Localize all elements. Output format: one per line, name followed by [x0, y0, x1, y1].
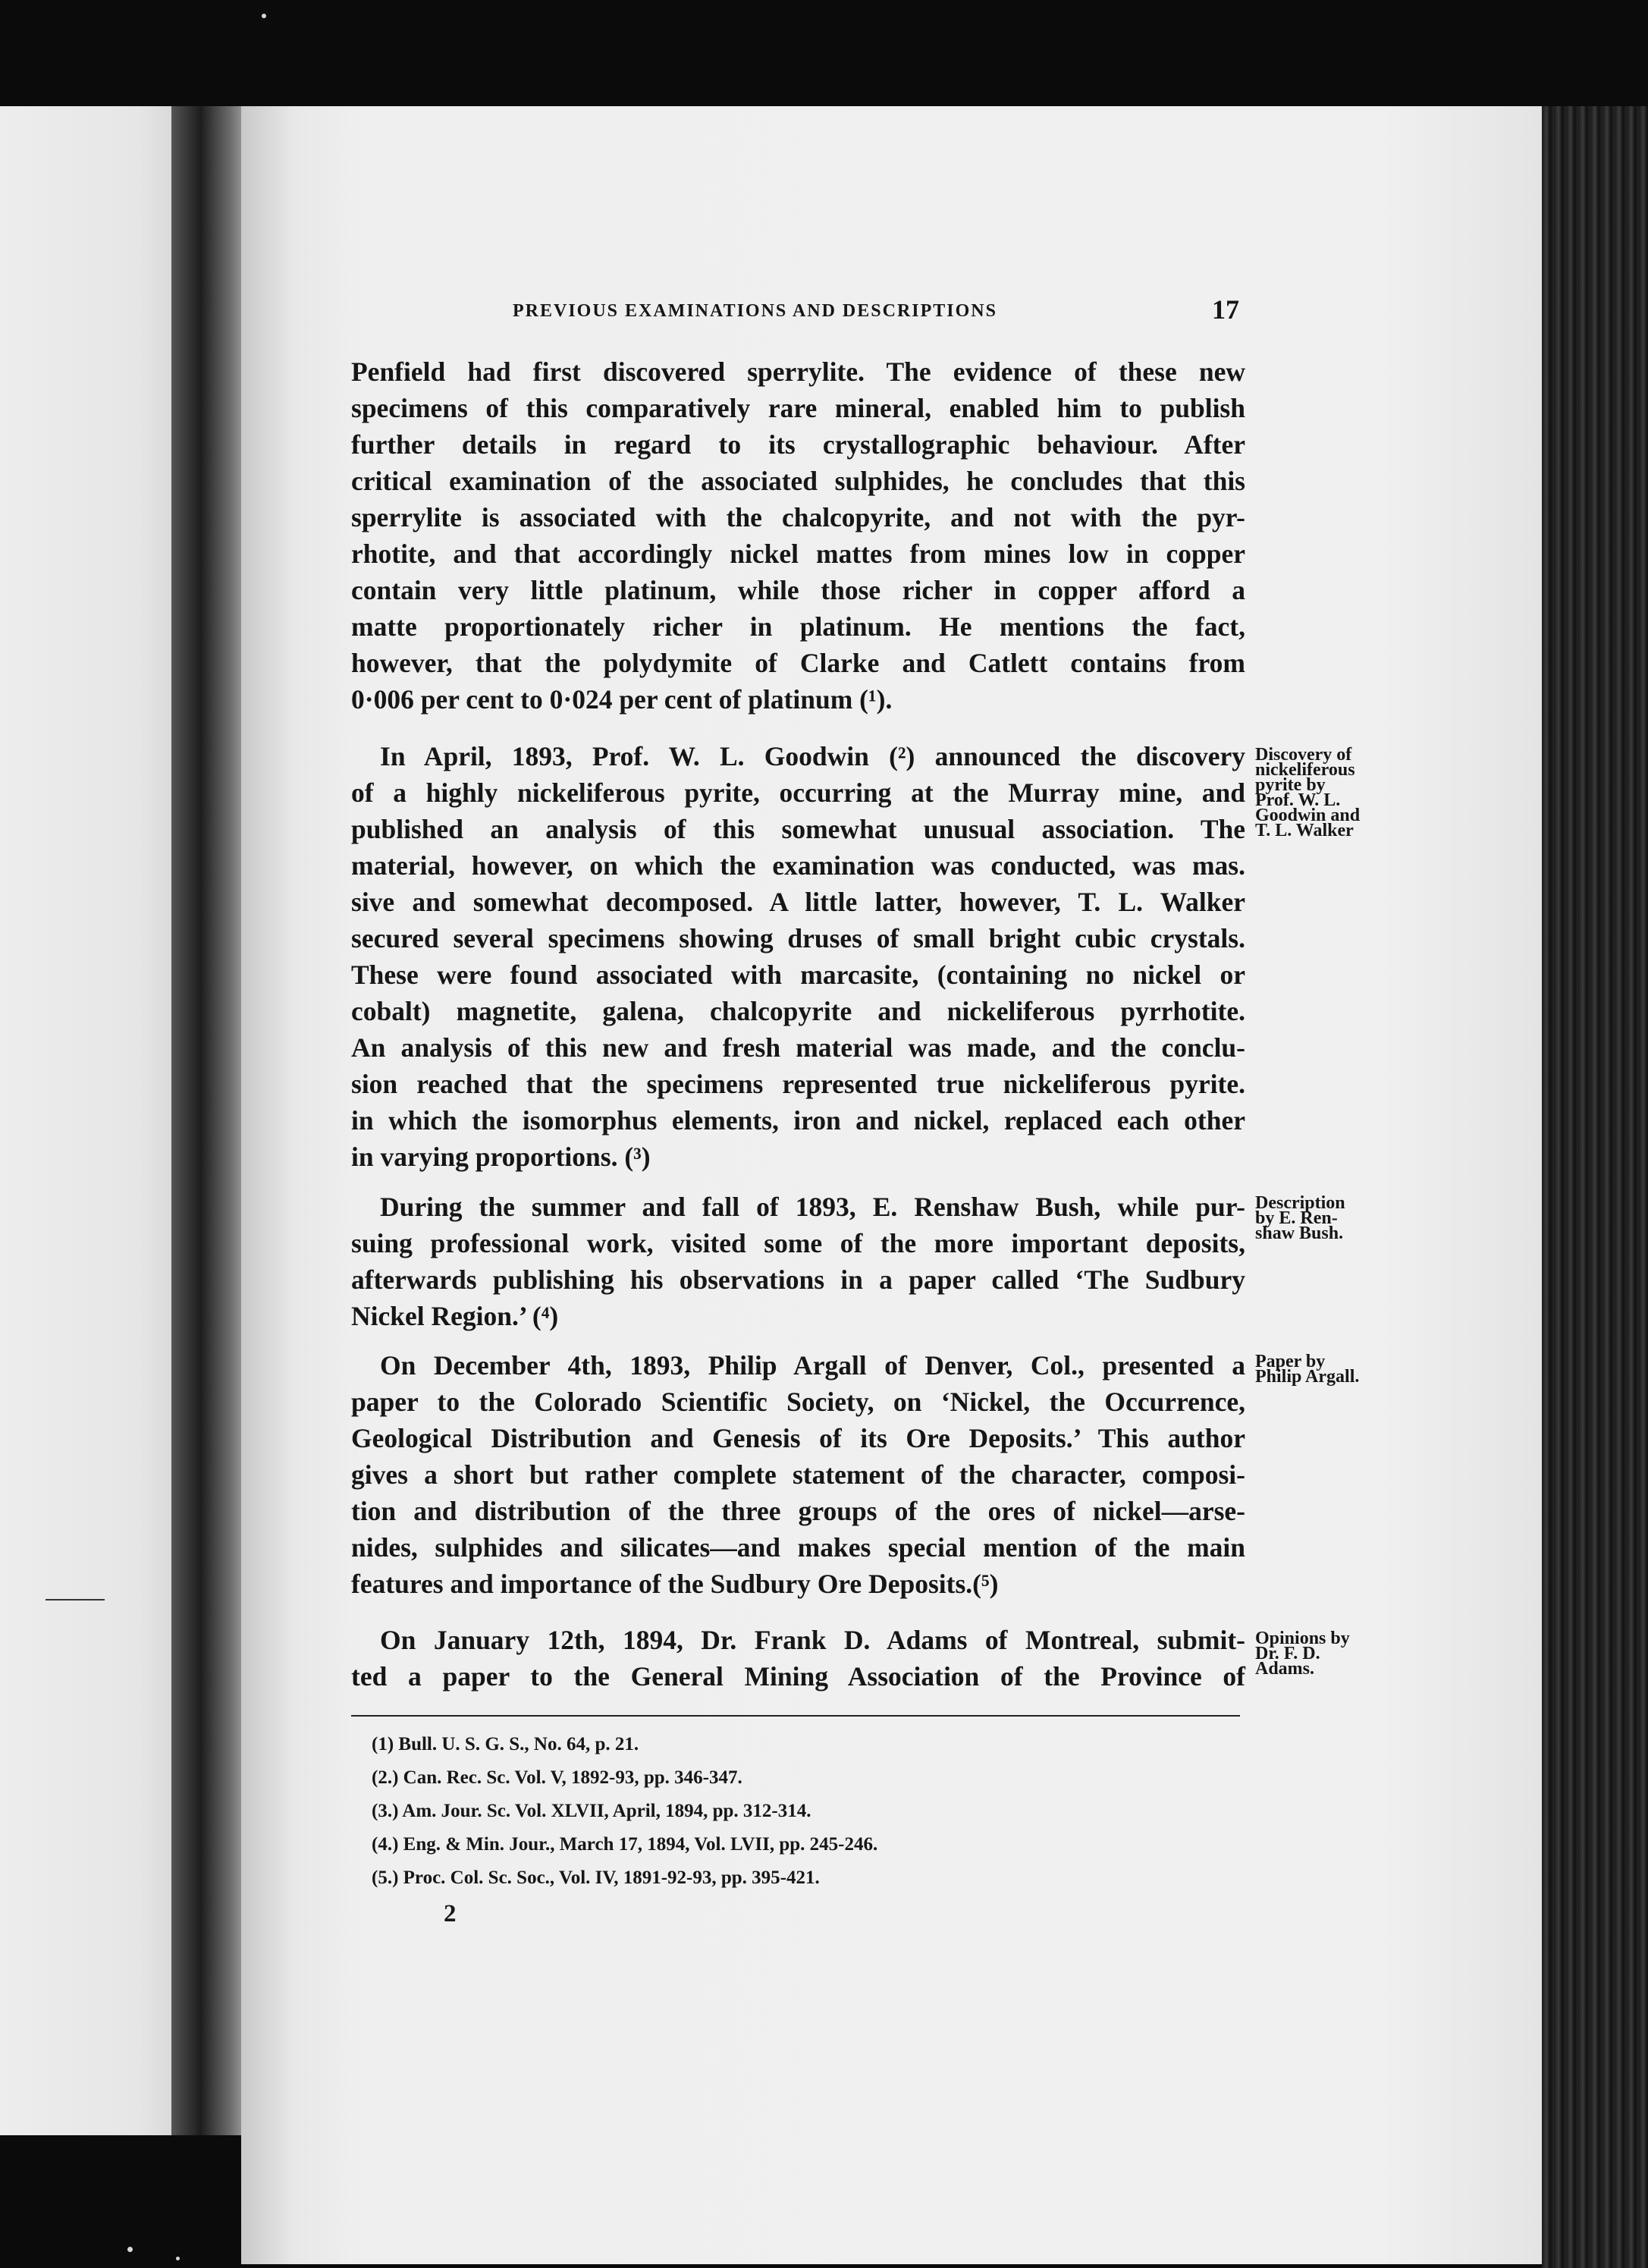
body-line: gives a short but rather complete statement of the character, composi-: [351, 1459, 1245, 1490]
body-line: however, that the polydymite of Clarke and Catlett contains from: [351, 648, 1245, 678]
body-line: rhotite, and that accordingly nickel mattes from mines low in copper: [351, 539, 1245, 569]
margin-note-bush: Description by E. Ren- shaw Bush.: [1255, 1193, 1345, 1243]
body-line: in which the isomorphus elements, iron and nickel, replaced each other: [351, 1105, 1245, 1136]
body-line: tion and distribution of the three groups of the ores of nickel—arse-: [351, 1496, 1245, 1526]
body-line: sion reached that the specimens represented true nickeliferous pyrite.: [351, 1069, 1245, 1099]
body-line: sive and somewhat decomposed. A little latter, however, T. L. Walker: [351, 887, 1245, 917]
body-line: cobalt) magnetite, galena, chalcopyrite and nickeliferous pyrrhotite.: [351, 996, 1245, 1026]
book-spine-edge: [1542, 106, 1648, 2268]
body-line: published an analysis of this somewhat unusual association. The: [351, 814, 1245, 844]
facing-page: [0, 106, 199, 2135]
body-line: suing professional work, visited some of the more important deposits,: [351, 1228, 1245, 1258]
body-line: nides, sulphides and silicates—and makes special mention of the main: [351, 1532, 1245, 1563]
dust-speck: [262, 14, 266, 18]
facing-footnote-rule: [46, 1599, 105, 1600]
body-line: matte proportionately richer in platinum. He mentions the fact,: [351, 611, 1245, 642]
body-line: On December 4th, 1893, Philip Argall of Denver, Col., presented a: [380, 1350, 1245, 1381]
body-line: Nickel Region.’ (⁴): [351, 1301, 559, 1331]
body-line: An analysis of this new and fresh material was made, and the conclu-: [351, 1032, 1245, 1063]
margin-note-goodwin: Discovery of nickeliferous pyrite by Prof. W. L. Goodwin and T. L. Walker: [1255, 745, 1361, 840]
body-line: sperrylite is associated with the chalcopyrite, and not with the pyr-: [351, 502, 1245, 532]
page-number: 17: [1212, 294, 1239, 325]
footnote: (4.) Eng. & Min. Jour., March 17, 1894, Vol. LVII, pp. 245-246.: [372, 1834, 878, 1855]
footnote-rule: [351, 1715, 1240, 1717]
body-line: features and importance of the Sudbury Ore Deposits.(⁵): [351, 1569, 999, 1599]
body-line: critical examination of the associated sulphides, he concludes that this: [351, 466, 1245, 496]
signature-mark: 2: [444, 1900, 457, 1927]
body-line: contain very little platinum, while those richer in copper afford a: [351, 575, 1245, 605]
body-line: On January 12th, 1894, Dr. Frank D. Adams of Montreal, submit-: [380, 1625, 1245, 1655]
body-line: paper to the Colorado Scientific Society, on ‘Nickel, the Occurrence,: [351, 1387, 1245, 1417]
body-line: Geological Distribution and Genesis of its Ore Deposits.’ This author: [351, 1423, 1245, 1453]
body-line: During the summer and fall of 1893, E. Renshaw Bush, while pur-: [380, 1192, 1245, 1222]
dust-speck: [176, 2257, 180, 2260]
footnote: (1) Bull. U. S. G. S., No. 64, p. 21.: [372, 1734, 639, 1754]
body-line: in varying proportions. (³): [351, 1142, 651, 1172]
running-head: PREVIOUS EXAMINATIONS AND DESCRIPTIONS: [513, 301, 997, 321]
body-line: In April, 1893, Prof. W. L. Goodwin (²) announced the discovery: [380, 741, 1245, 771]
body-line: ted a paper to the General Mining Association of the Province of: [351, 1661, 1245, 1692]
margin-note-argall: Paper by Philip Argall.: [1255, 1352, 1360, 1387]
body-line: These were found associated with marcasite, (containing no nickel or: [351, 960, 1245, 990]
footnote: (5.) Proc. Col. Sc. Soc., Vol. IV, 1891-92-93, pp. 395-421.: [372, 1867, 820, 1888]
footnote: (3.) Am. Jour. Sc. Vol. XLVII, April, 1894, pp. 312-314.: [372, 1801, 811, 1821]
body-line: specimens of this comparatively rare mineral, enabled him to publish: [351, 393, 1245, 423]
body-line: material, however, on which the examination was conducted, was mas.: [351, 850, 1245, 881]
body-line: afterwards publishing his observations in a paper called ‘The Sudbury: [351, 1264, 1245, 1295]
body-line: 0·006 per cent to 0·024 per cent of platinum (¹).: [351, 684, 893, 715]
body-line: further details in regard to its crystallographic behaviour. After: [351, 429, 1245, 460]
margin-note-adams: Opinions by Dr. F. D. Adams.: [1255, 1629, 1350, 1679]
body-line: of a highly nickeliferous pyrite, occurring at the Murray mine, and: [351, 777, 1245, 808]
dust-speck: [127, 2247, 133, 2252]
body-line: secured several specimens showing druses of small bright cubic crystals.: [351, 923, 1245, 953]
body-line: Penfield had first discovered sperrylite. The evidence of these new: [351, 357, 1245, 387]
footnote: (2.) Can. Rec. Sc. Vol. V, 1892-93, pp. 346-347.: [372, 1767, 742, 1788]
